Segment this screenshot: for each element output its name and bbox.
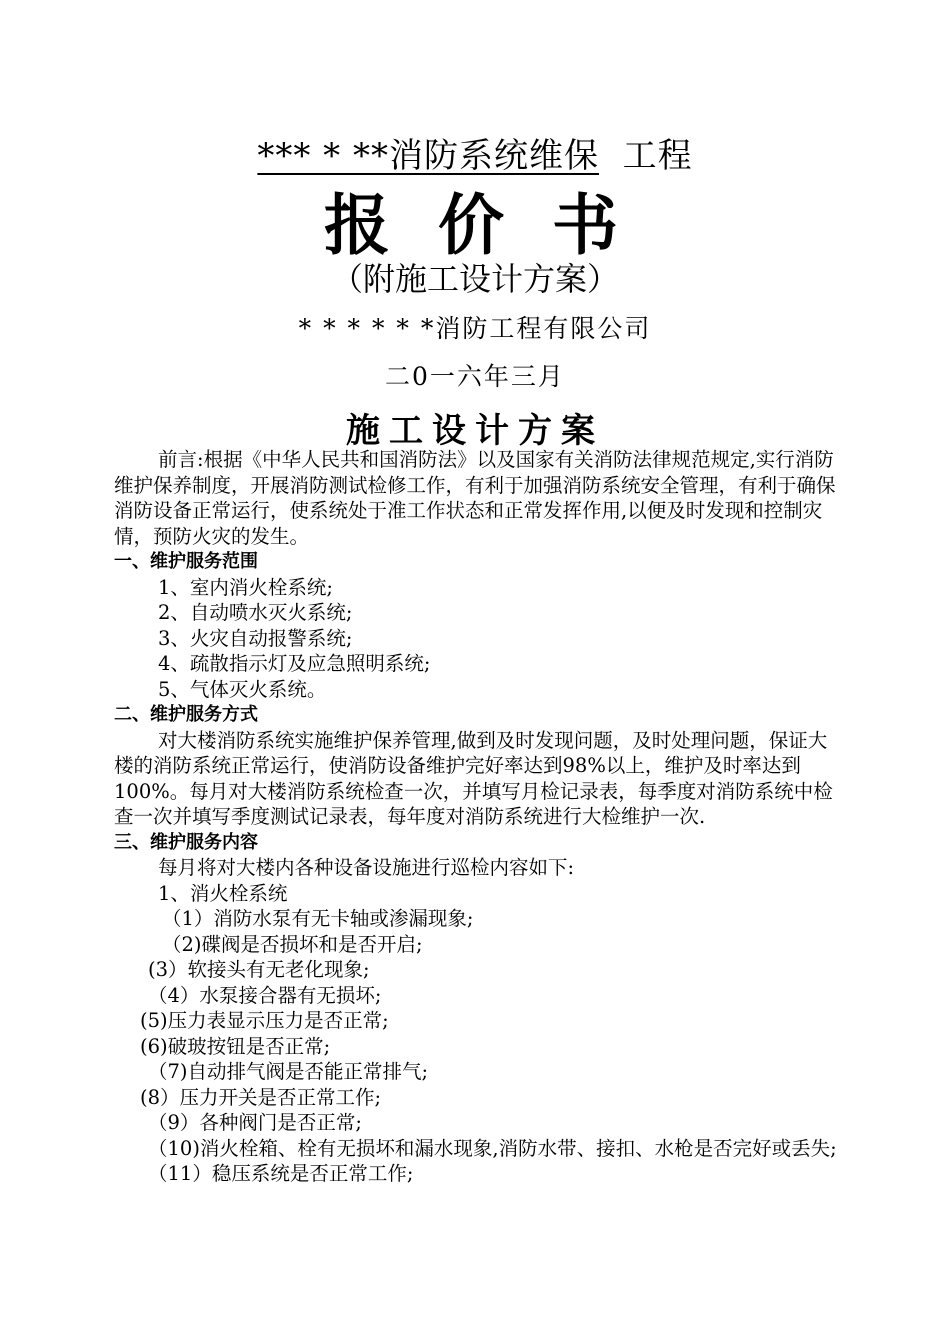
preface-paragraph: 前言:根据《中华人民共和国消防法》以及国家有关消防法律规范规定,实行消防维护保养制度，开展消防测试检修工作，有利于加强消防系统安全管理，有利于确保消防设备正常运行，使系统处于准工作状态和正常发挥作用,以便及时发现和控制灾情，预防火灾的发生。 [114,448,836,548]
check-item-text: （10)消火栓箱、栓有无损坏和漏水现象,消防水带、接扣、水枪是否完好或丢失; [148,1136,837,1160]
section-intro: 每月将对大楼内各种设备设施进行巡检内容如下: [158,856,575,879]
section-heading: 一、维护服务范围 [114,551,258,572]
list-item: 5、气体灭火系统。 [158,677,327,701]
check-item: （4）水泵接合器有无损坏; [148,983,382,1007]
project-title [0,128,950,177]
document-body [114,447,844,1187]
plan-title: 施工设计方案 [346,411,604,451]
check-item: (6)破玻按钮是否正常; [140,1034,331,1058]
project-title-gap [599,136,623,176]
company-name: * * * * * *消防工程有限公司 [298,314,652,343]
section-heading: 二、维护服务方式 [114,704,258,725]
list-item: 3、火灾自动报警系统; [158,626,353,650]
section-heading: 三、维护服务内容 [114,831,258,853]
check-item: (8）压力开关是否正常工作; [140,1085,382,1109]
document-date: 二0一六年三月 [385,362,565,391]
check-item: （1）消防水泵有无卡轴或渗漏现象; [162,907,474,930]
check-item: （7)自动排气阀是否能正常排气; [148,1060,429,1083]
list-item: 1、室内消火栓系统; [158,575,333,599]
subsection-title: 1、消火栓系统 [158,881,288,905]
section-paragraph: 对大楼消防系统实施维护保养管理,做到及时发现问题，及时处理问题，保证大楼的消防系统正常运行，使消防设备维护完好率达到98%以上，维护及时率达到100%。每月对大楼消防系统检查一次，并填写月检记录表，每季度对消防系统中检查一次并填写季度测试记录表，每年度对消防系统进行大检维护一次. [114,728,833,828]
check-item: (3）软接头有无老化现象; [148,958,370,981]
check-item: (5)压力表显示压力是否正常; [140,1009,389,1032]
check-item: （11）稳压系统是否正常工作; [148,1162,414,1185]
check-item [114,1136,844,1162]
list-item: 4、疏散指示灯及应急照明系统; [158,652,431,675]
project-title-suffix: 工程 [622,136,693,176]
check-item: （2)碟阀是否损坏和是否开启; [162,932,423,956]
project-title-underlined: *** * **消防系统维保 [257,136,599,176]
subtitle: （附施工设计方案） [330,260,619,298]
list-item: 2、自动喷水灭火系统; [158,601,353,624]
main-title: 报价书 [324,186,666,264]
check-item: （9）各种阀门是否正常; [148,1111,362,1134]
